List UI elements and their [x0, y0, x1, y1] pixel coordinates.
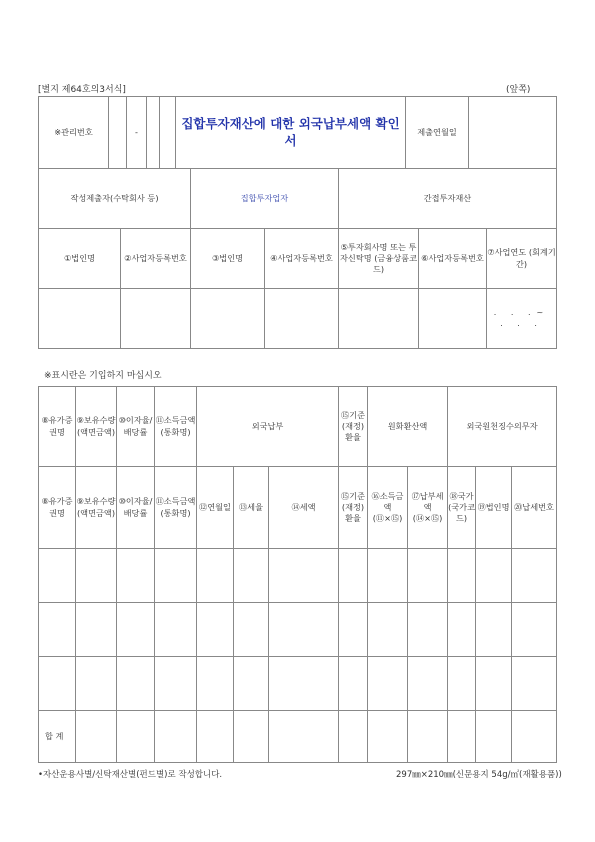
- document-title: 집합투자재산에 대한 외국납부세액 확인서: [176, 97, 406, 169]
- input-cell[interactable]: [117, 603, 155, 657]
- management-number-box[interactable]: [160, 97, 176, 169]
- krw-conversion-header: 원화환산액: [368, 387, 448, 467]
- input-cell[interactable]: [408, 711, 448, 763]
- col-holding-qty: ⑨보유수량 (액면금액): [76, 387, 117, 467]
- col-business-reg-no: ②사업자등록번호: [121, 229, 191, 289]
- input-cell[interactable]: [269, 603, 339, 657]
- input-cell[interactable]: [512, 603, 557, 657]
- submission-date-label: 제출연월일: [406, 97, 469, 169]
- col-income-amount: ⑪소득금액 (통화명): [155, 467, 197, 549]
- col-security-name: ⑧유가증권명: [39, 467, 76, 549]
- foreign-payment-header: 외국납부: [197, 387, 339, 467]
- input-cell[interactable]: [155, 657, 197, 711]
- input-cell[interactable]: [408, 657, 448, 711]
- input-cell[interactable]: [234, 549, 269, 603]
- input-cell[interactable]: [448, 657, 476, 711]
- input-cell[interactable]: [197, 711, 234, 763]
- col-tax-id: ⑳납세번호: [512, 467, 557, 549]
- indirect-asset-header: 간접투자재산: [339, 169, 557, 229]
- management-number-box[interactable]: [147, 97, 160, 169]
- section1-table: [38, 168, 557, 349]
- instruction-note: ※표시란은 기입하지 마십시오: [44, 371, 162, 381]
- input-cell[interactable]: [476, 657, 512, 711]
- top-table: [38, 96, 557, 169]
- input-cell[interactable]: [368, 711, 408, 763]
- input-cell[interactable]: [269, 711, 339, 763]
- input-cell[interactable]: [512, 711, 557, 763]
- fiscal-period-field[interactable]: [487, 289, 557, 349]
- input-cell[interactable]: [155, 549, 197, 603]
- input-cell[interactable]: [476, 711, 512, 763]
- input-cell[interactable]: [368, 657, 408, 711]
- input-cell[interactable]: [512, 549, 557, 603]
- col-krw-tax: ⑰납부세액 (⑭×⑮): [408, 467, 448, 549]
- total-row: [39, 711, 557, 763]
- col-corp-name: ①법인명: [39, 229, 121, 289]
- input-cell[interactable]: [339, 603, 368, 657]
- input-cell[interactable]: [39, 549, 76, 603]
- input-cell[interactable]: [234, 603, 269, 657]
- col-tax-amount: ⑭세액: [269, 467, 339, 549]
- input-cell[interactable]: [269, 549, 339, 603]
- input-cell[interactable]: [155, 603, 197, 657]
- input-cell[interactable]: [197, 603, 234, 657]
- input-cell[interactable]: [76, 603, 117, 657]
- input-cell[interactable]: [234, 711, 269, 763]
- input-cell[interactable]: [339, 549, 368, 603]
- input-cell[interactable]: [368, 549, 408, 603]
- input-cell[interactable]: [76, 657, 117, 711]
- col-exchange-rate: ⑮기준(재정) 환율: [339, 387, 368, 467]
- input-cell[interactable]: [448, 603, 476, 657]
- input-cell[interactable]: [155, 711, 197, 763]
- footer-note: •자산운용사별/신탁재산별(펀드별)로 작성합니다.: [38, 770, 223, 780]
- page-side-label: (앞쪽): [506, 85, 531, 95]
- col-holding-qty: ⑨보유수량 (액면금액): [76, 467, 117, 549]
- input-cell[interactable]: [269, 657, 339, 711]
- input-cell[interactable]: [408, 603, 448, 657]
- col-security-name: ⑧유가증권명: [39, 387, 76, 467]
- withholding-agent-header: 외국원천징수의무자: [448, 387, 557, 467]
- data-row: [39, 549, 557, 603]
- input-cell[interactable]: [117, 657, 155, 711]
- preparer-header: 작성제출자(수탁회사 등): [39, 169, 191, 229]
- col-business-reg-no: ④사업자등록번호: [265, 229, 339, 289]
- total-label: 합 계: [39, 711, 76, 763]
- input-cell[interactable]: [368, 603, 408, 657]
- management-number-box[interactable]: [109, 97, 127, 169]
- operator-header: 집합투자업자: [191, 169, 339, 229]
- input-cell[interactable]: [419, 289, 487, 349]
- input-cell[interactable]: [76, 711, 117, 763]
- input-cell[interactable]: [39, 657, 76, 711]
- form-number: [별지 제64호의3서식]: [38, 85, 126, 95]
- input-cell[interactable]: [408, 549, 448, 603]
- input-cell[interactable]: [476, 549, 512, 603]
- col-interest-rate: ⑩이자율/ 배당률: [117, 467, 155, 549]
- col-business-reg-no: ⑥사업자등록번호: [419, 229, 487, 289]
- submission-date-field[interactable]: [469, 97, 557, 169]
- input-cell[interactable]: [117, 549, 155, 603]
- input-cell[interactable]: [339, 657, 368, 711]
- input-cell[interactable]: [339, 289, 419, 349]
- management-number-label: ※관리번호: [39, 97, 109, 169]
- data-row: [39, 657, 557, 711]
- col-country: ⑱국가 (국가코드): [448, 467, 476, 549]
- input-cell[interactable]: [234, 657, 269, 711]
- input-cell[interactable]: [476, 603, 512, 657]
- col-fund-name: ⑤투자회사명 또는 투자신탁명 (금융상품코드): [339, 229, 419, 289]
- input-cell[interactable]: [339, 711, 368, 763]
- input-cell[interactable]: [197, 549, 234, 603]
- input-cell[interactable]: [39, 289, 121, 349]
- period-end-marks: . . .: [500, 318, 543, 328]
- section2-table: [38, 386, 557, 763]
- data-row: [39, 603, 557, 657]
- col-corp-name: ③법인명: [191, 229, 265, 289]
- period-start-marks: . . .~: [493, 307, 550, 317]
- paper-spec: 297㎜×210㎜(신문용지 54g/㎡(재활용품)): [396, 770, 562, 780]
- input-cell[interactable]: [448, 711, 476, 763]
- input-cell[interactable]: [117, 711, 155, 763]
- col-date: ⑫연월일: [197, 467, 234, 549]
- input-cell[interactable]: [191, 289, 265, 349]
- col-tax-rate: ⑬세율: [234, 467, 269, 549]
- input-cell[interactable]: [197, 657, 234, 711]
- input-cell[interactable]: [76, 549, 117, 603]
- col-exchange-rate: ⑮기준(재정) 환율: [339, 467, 368, 549]
- col-income-amount: ⑪소득금액 (통화명): [155, 387, 197, 467]
- input-cell[interactable]: [512, 657, 557, 711]
- input-cell[interactable]: [121, 289, 191, 349]
- management-number-dash: -: [127, 97, 147, 169]
- input-cell[interactable]: [39, 603, 76, 657]
- col-interest-rate: ⑩이자율/ 배당률: [117, 387, 155, 467]
- col-fiscal-period: ⑦사업연도 (회계기간): [487, 229, 557, 289]
- col-agent-name: ⑲법인명: [476, 467, 512, 549]
- col-krw-income: ⑯소득금액 (⑪×⑮): [368, 467, 408, 549]
- input-cell[interactable]: [448, 549, 476, 603]
- input-cell[interactable]: [265, 289, 339, 349]
